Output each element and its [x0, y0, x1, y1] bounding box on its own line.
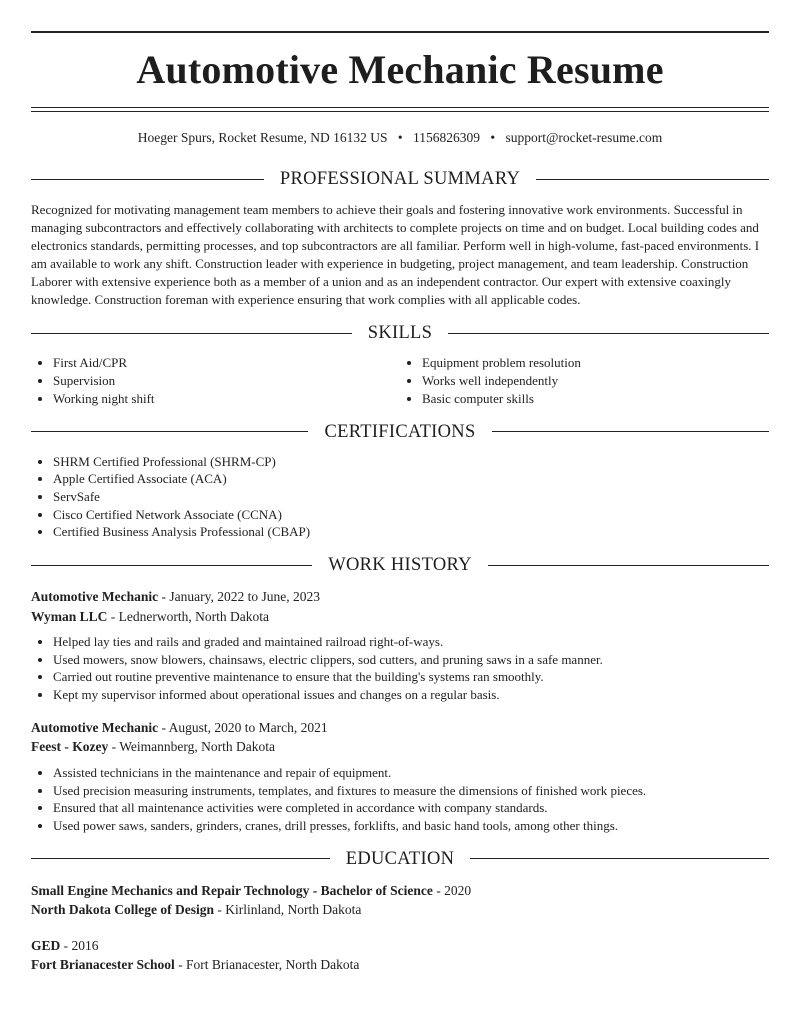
job-company: Wyman LLC [31, 608, 108, 624]
job-bullet: • Helped lay ties and rails and graded and maintained railroad right-of-ways. [53, 633, 769, 651]
skills-section-header [31, 321, 769, 345]
job-location: - Lednerworth, North Dakota [107, 608, 269, 624]
certification-item: • Apple Certified Associate (ACA) [53, 470, 769, 488]
section-rule [31, 179, 264, 180]
school-location: - Fort Brianacester, North Dakota [174, 957, 360, 973]
education-heading: EDUCATION [345, 848, 455, 869]
job-company-line [31, 737, 769, 757]
school: Fort Brianacester School [31, 957, 175, 973]
education-section-header [31, 847, 769, 871]
degree: Small Engine Mechanics and Repair Technology - Bachelor of Science [31, 882, 433, 898]
school-location: - Kirlinland, North Dakota [213, 902, 362, 918]
job-title: Automotive Mechanic [31, 719, 159, 735]
school-line [31, 900, 769, 920]
job-bullet: • Used precision measuring instruments, templates, and fixtures to measure the dimensions of finished work pieces. [53, 782, 769, 800]
work-history-heading: WORK HISTORY [328, 555, 472, 576]
job-bullet: • Kept my supervisor informed about operational issues and changes on a regular basis. [53, 686, 769, 704]
page-title: Automotive Mechanic Resume [136, 47, 664, 92]
summary-heading: PROFESSIONAL SUMMARY [279, 169, 521, 189]
education-entry [31, 881, 769, 920]
section-rule [488, 565, 769, 566]
contact-line [31, 129, 769, 147]
contact-address: Hoeger Spurs, Rocket Resume, ND 16132 US [137, 130, 388, 145]
section-rule [536, 179, 769, 180]
job-company: Feest - Kozey [31, 739, 109, 755]
certification-item: • Certified Business Analysis Professional (CBAP) [53, 523, 769, 541]
contact-separator: • [490, 130, 496, 145]
job-bullet: • Used mowers, snow blowers, chainsaws, electric clippers, sod cutters, and pruning saws in a safe manner. [53, 651, 769, 669]
skill-item: • First Aid/CPR [53, 354, 400, 372]
section-rule [448, 333, 769, 334]
job-dates: - January, 2022 to June, 2023 [158, 589, 320, 605]
degree: GED [31, 937, 61, 953]
section-rule [31, 565, 312, 566]
job-location: - Weimannberg, North Dakota [108, 739, 275, 755]
job-bullets [31, 764, 769, 835]
job-dates: - August, 2020 to March, 2021 [158, 719, 328, 735]
degree-line [31, 936, 769, 956]
section-rule [492, 431, 769, 432]
section-rule [470, 858, 769, 859]
certification-item: • SHRM Certified Professional (SHRM-CP) [53, 453, 769, 471]
degree-year: - 2016 [60, 937, 99, 953]
skills-list [31, 354, 769, 407]
certification-item: • Cisco Certified Network Associate (CCNA) [53, 506, 769, 524]
certifications-heading: CERTIFICATIONS [324, 421, 476, 442]
section-rule [31, 431, 308, 432]
job-bullet: • Ensured that all maintenance activities were completed in accordance with company standards. [53, 799, 769, 817]
certifications-section-header [31, 420, 769, 444]
skill-item: • Works well independently [422, 372, 769, 390]
school: North Dakota College of Design [31, 902, 214, 918]
skill-item: • Working night shift [53, 390, 400, 408]
job-title: Automotive Mechanic [31, 589, 159, 605]
section-rule [31, 858, 330, 859]
summary-text: Recognized for motivating management team members to achieve their goals and fostering innovative work environments. Successful in managing subcontractors and effectively collaborating with architects to complete projects on time and on budget. Local building codes and electronics standards, permitting processes, and top subcontractors are all familiar. Perform well in high-volume, fast-paced environments. I am available to work any shift. Construction leader with experience in budgeting, project management, and team leadership. Construction Laborer with extensive experience both as a member of a union and as an independent contractor. Our expert with extensive coaxingly knowledge. Construction foreman with experience ensuring that work complies with all applicable codes. [31, 202, 760, 307]
skills-heading: SKILLS [367, 323, 433, 344]
job-entry [31, 587, 769, 704]
job-bullet: • Carried out routine preventive maintenance to ensure that the building's systems ran smoothly. [53, 668, 769, 686]
certification-item: • ServSafe [53, 488, 769, 506]
contact-email: support@rocket-resume.com [505, 130, 663, 145]
contact-separator: • [397, 130, 403, 145]
skill-item: • Basic computer skills [422, 390, 769, 408]
job-bullet: • Used power saws, sanders, grinders, cranes, drill presses, forklifts, and basic hand tools, among other things. [53, 817, 769, 835]
skill-item: • Equipment problem resolution [422, 354, 769, 372]
job-title-line [31, 718, 769, 738]
skills-column-left [31, 354, 400, 407]
skills-column-right [400, 354, 769, 407]
degree-year: - 2020 [432, 882, 472, 898]
education-entry [31, 936, 769, 975]
contact-phone: 1156826309 [412, 130, 480, 145]
work-history-section-header [31, 553, 769, 577]
top-rule [31, 31, 769, 33]
summary-section-header [31, 167, 769, 191]
job-company-line [31, 607, 769, 627]
job-bullet: • Assisted technicians in the maintenance and repair of equipment. [53, 764, 769, 782]
resume-page [31, 0, 769, 975]
degree-line [31, 881, 769, 901]
job-entry [31, 718, 769, 835]
job-bullets [31, 633, 769, 704]
certifications-list [31, 453, 769, 542]
skill-item: • Supervision [53, 372, 400, 390]
job-title-line [31, 587, 769, 607]
section-rule [31, 333, 352, 334]
title-double-rule [31, 107, 769, 112]
school-line [31, 955, 769, 975]
